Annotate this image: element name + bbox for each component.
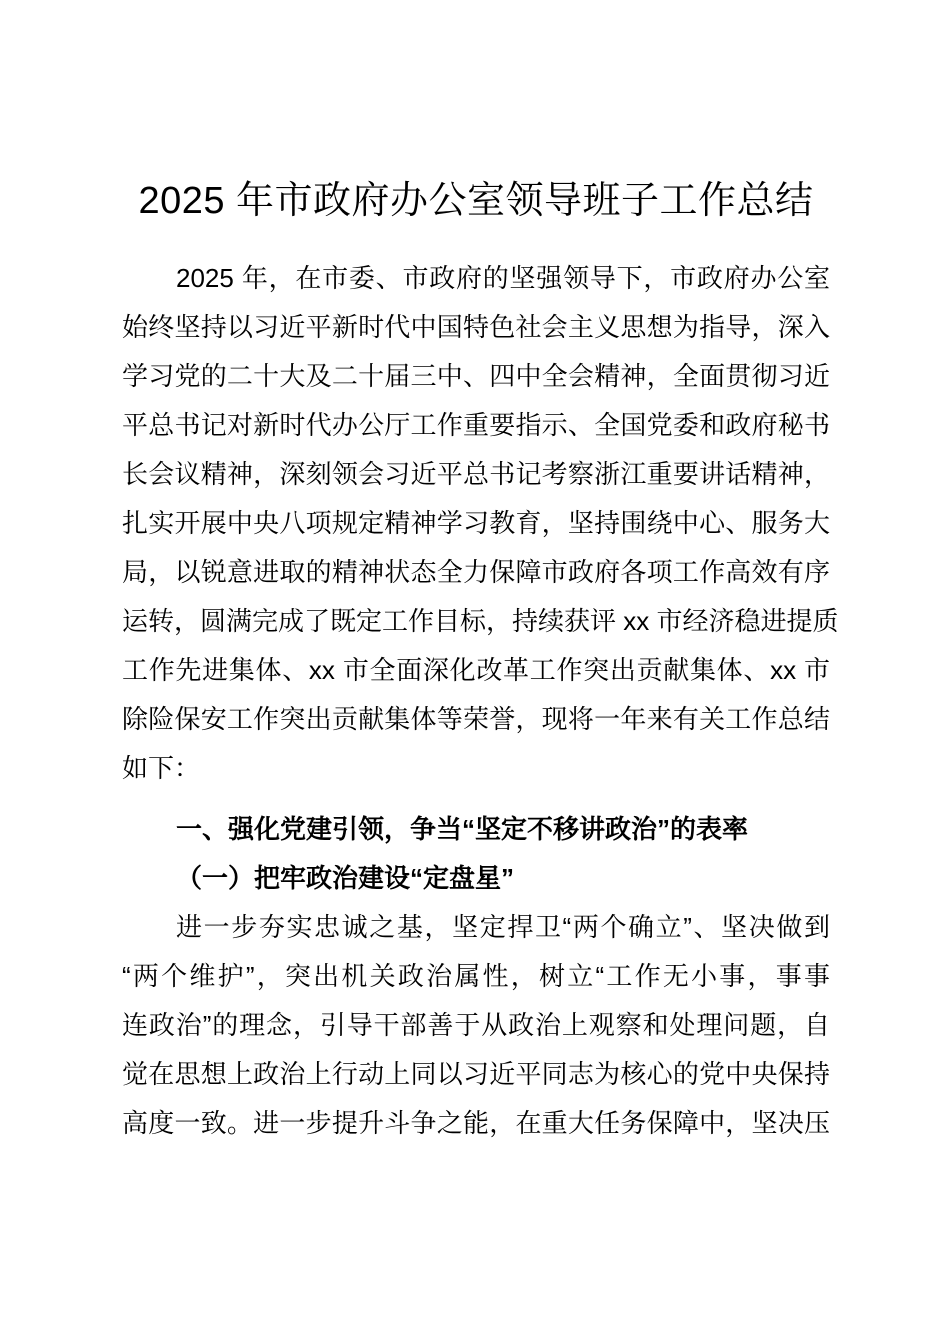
document-title: 2025 年市政府办公室领导班子工作总结 bbox=[138, 180, 814, 222]
heading1 bbox=[122, 805, 830, 854]
text-line: 工作先进集体、xx 市全面深化改革工作突出贡献集体、xx 市 bbox=[122, 655, 830, 685]
text-line: “两个维护”，突出机关政治属性，树立“工作无小事，事事 bbox=[122, 961, 830, 991]
text-line: 如下： bbox=[122, 753, 201, 783]
text-line: 运转，圆满完成了既定工作目标，持续获评 xx 市经济稳进提质 bbox=[122, 606, 839, 636]
text-line: 学习党的二十大及二十届三中、四中全会精神，全面贯彻习近 bbox=[122, 361, 830, 391]
text-line: 高度一致。进一步提升斗争之能，在重大任务保障中，坚决压 bbox=[122, 1108, 830, 1138]
text-line: 除险保安工作突出贡献集体等荣誉，现将一年来有关工作总结 bbox=[122, 704, 830, 734]
heading-line: 一、强化党建引领，争当“坚定不移讲政治”的表率 bbox=[176, 814, 749, 844]
text-line: 始终坚持以习近平新时代中国特色社会主义思想为指导，深入 bbox=[122, 312, 830, 342]
text-line: 扎实开展中央八项规定精神学习教育，坚持围绕中心、服务大 bbox=[122, 508, 830, 538]
text-line: 局，以锐意进取的精神状态全力保障市政府各项工作高效有序 bbox=[122, 557, 830, 587]
text-line: 长会议精神，深刻领会习近平总书记考察浙江重要讲话精神， bbox=[122, 459, 830, 489]
heading2 bbox=[122, 854, 830, 903]
paragraph bbox=[122, 254, 839, 793]
heading-line: （一）把牢政治建设“定盘星” bbox=[176, 863, 515, 893]
text-line: 平总书记对新时代办公厅工作重要指示、全国党委和政府秘书 bbox=[122, 410, 830, 440]
text-line: 进一步夯实忠诚之基，坚定捍卫“两个确立”、坚决做到 bbox=[176, 912, 830, 942]
paragraph bbox=[122, 903, 830, 1148]
text-line: 2025 年，在市委、市政府的坚强领导下，市政府办公室 bbox=[176, 263, 830, 293]
text-line: 连政治”的理念，引导干部善于从政治上观察和处理问题，自 bbox=[122, 1010, 830, 1040]
text-line: 觉在思想上政治上行动上同以习近平同志为核心的党中央保持 bbox=[122, 1059, 830, 1089]
document-body bbox=[122, 254, 839, 1148]
